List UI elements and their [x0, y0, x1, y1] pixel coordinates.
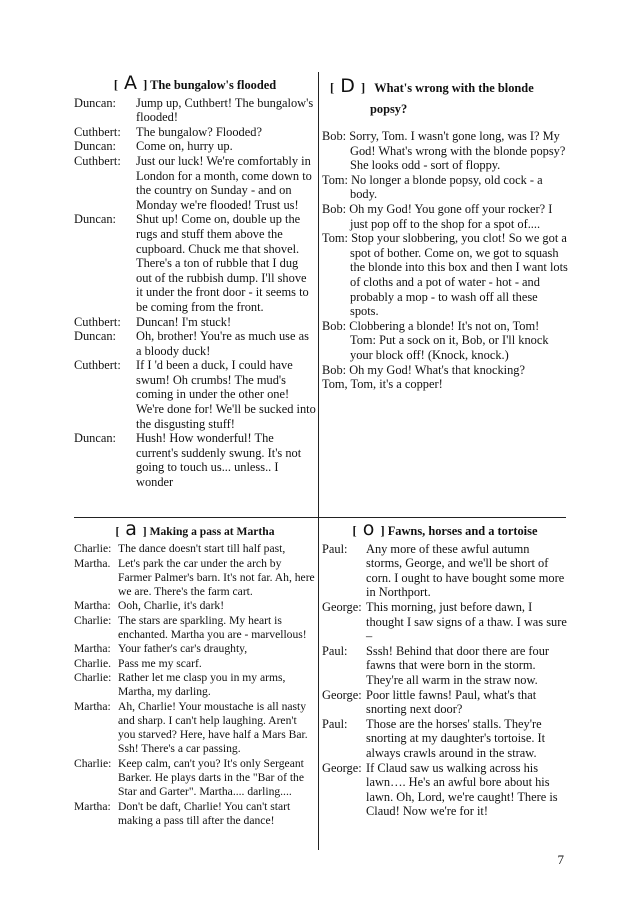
line-text: The stars are sparkling. My heart is enchanted. Martha you are - marvellous!: [118, 613, 307, 642]
line-text: Shut up! Come on, double up the rugs and stuff them above the cupboard. Chuck me that shovel. There's a ton of rubble that I dug out of the rubbish dump. I'll shove it under the front door - it seems to be coming from the front.: [136, 212, 309, 314]
section-a: [74, 72, 316, 490]
dialogue-line: [322, 542, 568, 600]
speaker: Charlie.: [74, 656, 112, 670]
speaker: Paul:: [322, 716, 348, 731]
line-text: Ah, Charlie! Your moustache is all nasty and sharp. I can't help laughing. Aren't you starved? Here, have half a Mars Bar. Ssh! There's a car passing.: [118, 699, 308, 756]
dialogue-line: [74, 96, 316, 125]
dialogue-line: Bob: Clobbering a blonde! It's not on, Tom! Tom: Put a sock on it, Bob, or I'll knock your block off! (Knock, knock.): [322, 318, 549, 362]
speaker: Martha.: [74, 556, 111, 570]
speaker: Cuthbert:: [74, 124, 121, 139]
line-text: The dance doesn't start till half past,: [118, 542, 286, 556]
section-d-title: What's wrong with the blonde: [374, 81, 534, 95]
dialogue-line: [74, 800, 316, 829]
section-a-lower-letter: a: [125, 518, 137, 540]
speaker: Charlie:: [74, 756, 112, 770]
section-o: [322, 518, 568, 819]
dialogue-line: [322, 644, 568, 688]
section-d-heading: [ D ] What's wrong with the blonde popsy?: [322, 76, 568, 120]
section-d-title-continued: popsy?: [370, 102, 408, 116]
dialogue-line: [74, 212, 316, 314]
line-text: Any more of these awful autumn storms, George, and we'll be short of corn. I ought to have bought some more in Northport.: [366, 541, 565, 600]
dialogue-line: Tom: No longer a blonde popsy, old cock - a body.: [322, 172, 543, 202]
line-text: Your father's car's draughty,: [118, 642, 248, 656]
section-a-letter: A: [124, 72, 138, 94]
line-text: Hush! How wonderful! The current's suddenly swung. It's not going to touch us... unless.. I wonder: [136, 431, 302, 490]
speaker: George:: [322, 760, 362, 775]
dialogue-line: [74, 139, 316, 154]
line-text: Come on, hurry up.: [136, 139, 233, 154]
line-text: Those are the horses' stalls. They're snorting at my daughter's tortoise. It always crawls around in the straw.: [366, 716, 546, 760]
dialogue-line: [74, 315, 316, 330]
line-text: Poor little fawns! Paul, what's that snorting next door?: [366, 687, 537, 717]
dialogue-line: [74, 614, 316, 643]
speaker: Martha:: [74, 699, 111, 713]
dialogue-line: [74, 642, 316, 656]
dialogue-line: [74, 329, 316, 358]
speaker: Charlie:: [74, 542, 112, 556]
line-text: Ooh, Charlie, it's dark!: [118, 599, 225, 613]
section-a-lower-title: Making a pass at Martha: [149, 525, 275, 538]
dialogue-line: [74, 599, 316, 613]
dialogue-line: [74, 557, 316, 600]
line-text: If I 'd been a duck, I could have swum! Oh crumbs! The mud's coming in under the other one! We're done for! We'll be sucked into the disgusting stuff!: [136, 358, 316, 431]
dialogue-line: Tom: Stop your slobbering, you clot! So we got a spot of bother. Come on, we got to squash the blonde into this box and then I want lots of cloths and a pot of water - hot - and probably a mop - to wash off all these spots.: [322, 231, 568, 319]
line-text: Oh, brother! You're as much use as a bloody duck!: [136, 329, 309, 358]
row-divider: [74, 517, 566, 518]
speaker: Duncan:: [74, 329, 116, 344]
speaker: Duncan:: [74, 139, 116, 154]
speaker: Cuthbert:: [74, 314, 121, 329]
dialogue-line: [74, 700, 316, 757]
section-o-heading: [ o ] Fawns, horses and a tortoise: [352, 518, 538, 540]
line-text: Sssh! Behind that door there are four fawns that were born in the storm. They're all warm in the straw now.: [366, 643, 550, 687]
line-text: Don't be daft, Charlie! You can't start making a pass till after the dance!: [118, 799, 291, 827]
speaker: Paul:: [322, 541, 348, 556]
dialogue-line: Tom, Tom, it's a copper!: [322, 377, 443, 392]
section-o-letter: o: [362, 518, 375, 540]
section-d-letter: D: [340, 75, 355, 97]
dialogue-line: Bob: Sorry, Tom. I wasn't gone long, was I? My God! What's wrong with the blonde popsy? She looks odd - sort of floppy.: [322, 129, 566, 173]
line-text: The bungalow? Flooded?: [136, 124, 262, 139]
dialogue-line: [322, 717, 568, 761]
dialogue-line: [74, 154, 316, 212]
line-text: If Claud saw us walking across his lawn…. He's an awful bore about his lawn. Oh, Lord, we're caught! There is Claud! Now we're for it!: [366, 760, 558, 819]
speaker: Martha:: [74, 799, 111, 813]
speaker: Paul:: [322, 643, 348, 658]
dialogue-line: [322, 600, 568, 644]
dialogue-line: [74, 358, 316, 431]
page-number: 7: [557, 852, 564, 867]
speaker: Charlie:: [74, 613, 112, 627]
dialogue-line: Bob: Oh my God! What's that knocking?: [322, 362, 525, 377]
dialogue-line: [74, 757, 316, 800]
line-text: Duncan! I'm stuck!: [136, 314, 232, 329]
line-text: Jump up, Cuthbert! The bungalow's flooded!: [136, 95, 314, 125]
speaker: Cuthbert:: [74, 153, 121, 168]
column-divider: [318, 72, 319, 850]
line-text: Let's park the car under the arch by Farmer Palmer's barn. It's not far. Ah, here we are. There's the farm cart.: [118, 556, 315, 599]
speaker: Charlie:: [74, 670, 112, 684]
line-text: Rather let me clasp you in my arms, Martha, my darling.: [118, 670, 286, 699]
speaker: Duncan:: [74, 431, 116, 446]
section-a-lower: [74, 518, 316, 828]
section-a-lower-heading: [ a ] Making a pass at Martha: [115, 518, 275, 540]
speaker: George:: [322, 687, 362, 702]
speaker: Duncan:: [74, 212, 116, 227]
speaker: George:: [322, 599, 362, 614]
section-a-heading: [ A ] The bungalow's flooded: [113, 72, 277, 94]
speaker: Duncan:: [74, 95, 116, 110]
dialogue-line: Bob: Oh my God! You gone off your rocker? I just pop off to the shop for a spot of....: [322, 201, 553, 231]
dialogue-line: [74, 431, 316, 489]
dialogue-line: [74, 542, 316, 556]
speaker: Martha:: [74, 642, 111, 656]
speaker: Cuthbert:: [74, 358, 121, 373]
dialogue-line: [74, 125, 316, 140]
speaker: Martha:: [74, 599, 111, 613]
line-text: Keep calm, can't you? It's only Sergeant Barker. He plays darts in the "Bar of the Star and Garter". Martha.... darling....: [118, 756, 304, 799]
line-text: This morning, just before dawn, I thought I saw signs of a thaw. I was sure –: [366, 599, 567, 644]
dialogue-line: [322, 688, 568, 717]
dialogue-line: [74, 657, 316, 671]
dialogue-line: [322, 761, 568, 819]
dialogue-line: [74, 671, 316, 700]
section-o-title: Fawns, horses and a tortoise: [387, 524, 538, 538]
line-text: Just our luck! We're comfortably in London for a month, come down to the country on Sunday - and on Monday we're flooded! Trust us!: [136, 153, 312, 212]
line-text: Pass me my scarf.: [118, 656, 202, 670]
section-a-title: The bungalow's flooded: [150, 78, 277, 92]
section-d: [322, 76, 568, 392]
